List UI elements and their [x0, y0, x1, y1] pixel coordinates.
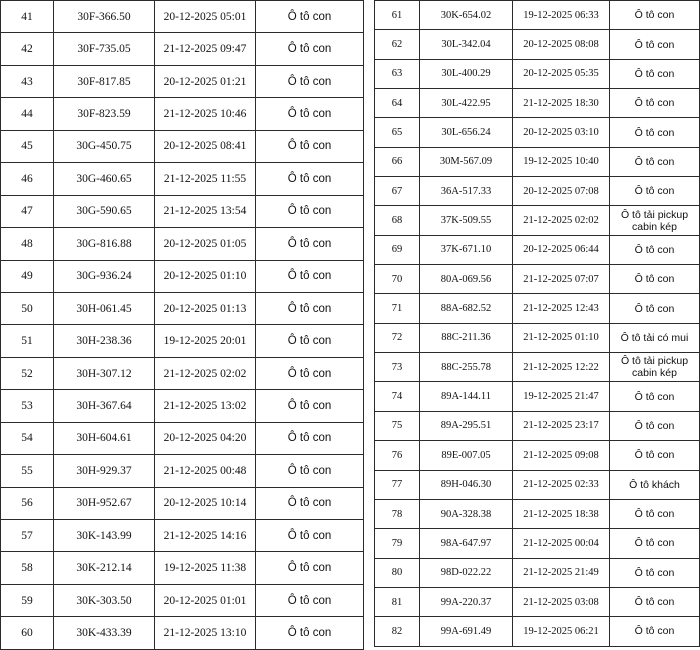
table-row	[375, 470, 700, 499]
row-number-cell: 80	[375, 558, 420, 587]
right-table-body	[375, 1, 700, 647]
violation-time-cell: 20-12-2025 08:41	[155, 130, 256, 162]
vehicle-type-cell: Ô tô con	[610, 265, 700, 294]
plate-number-cell: 30H-929.37	[54, 455, 155, 487]
vehicle-type-cell: Ô tô con	[256, 33, 364, 65]
plate-number-cell: 98A-647.97	[420, 529, 513, 558]
plate-number-cell: 30L-656.24	[420, 118, 513, 147]
row-number-cell: 71	[375, 294, 420, 323]
plate-number-cell: 80A-069.56	[420, 265, 513, 294]
vehicle-type-cell: Ô tô con	[256, 390, 364, 422]
table-row	[375, 177, 700, 206]
vehicle-type-cell: Ô tô con	[256, 228, 364, 260]
table-row	[375, 89, 700, 118]
violation-time-cell: 20-12-2025 10:14	[155, 487, 256, 519]
vehicle-type-cell: Ô tô con	[610, 558, 700, 587]
vehicle-type-cell: Ô tô tải có mui	[610, 323, 700, 352]
violation-time-cell: 21-12-2025 23:17	[513, 411, 610, 440]
violation-time-cell: 20-12-2025 05:35	[513, 59, 610, 88]
plate-number-cell: 30H-604.61	[54, 422, 155, 454]
vehicle-type-cell: Ô tô con	[610, 294, 700, 323]
plate-number-cell: 88C-255.78	[420, 353, 513, 382]
plate-number-cell: 89A-144.11	[420, 382, 513, 411]
violation-time-cell: 19-12-2025 21:47	[513, 382, 610, 411]
plate-number-cell: 30F-823.59	[54, 98, 155, 130]
row-number-cell: 62	[375, 30, 420, 59]
vehicle-type-cell: Ô tô con	[610, 30, 700, 59]
table-row	[1, 520, 364, 552]
violation-time-cell: 21-12-2025 18:38	[513, 499, 610, 528]
plate-number-cell: 30K-654.02	[420, 1, 513, 30]
plate-number-cell: 30H-952.67	[54, 487, 155, 519]
row-number-cell: 60	[1, 617, 54, 649]
violation-time-cell: 19-12-2025 11:38	[155, 552, 256, 584]
plate-number-cell: 30G-816.88	[54, 228, 155, 260]
violation-time-cell: 21-12-2025 13:10	[155, 617, 256, 649]
vehicle-type-cell: Ô tô con	[256, 455, 364, 487]
violation-time-cell: 21-12-2025 03:08	[513, 587, 610, 616]
table-row	[375, 206, 700, 235]
violation-time-cell: 20-12-2025 07:08	[513, 177, 610, 206]
violation-time-cell: 20-12-2025 01:10	[155, 260, 256, 292]
vehicle-type-cell: Ô tô con	[256, 552, 364, 584]
row-number-cell: 72	[375, 323, 420, 352]
table-row	[1, 228, 364, 260]
violation-time-cell: 19-12-2025 06:33	[513, 1, 610, 30]
row-number-cell: 66	[375, 147, 420, 176]
table-row	[1, 390, 364, 422]
row-number-cell: 79	[375, 529, 420, 558]
plate-number-cell: 30G-460.65	[54, 163, 155, 195]
table-row	[1, 487, 364, 519]
row-number-cell: 68	[375, 206, 420, 235]
plate-number-cell: 30G-450.75	[54, 130, 155, 162]
table-row	[1, 1, 364, 33]
plate-number-cell: 99A-691.49	[420, 617, 513, 646]
plate-number-cell: 30K-433.39	[54, 617, 155, 649]
vehicle-type-cell: Ô tô con	[610, 411, 700, 440]
table-row	[1, 98, 364, 130]
row-number-cell: 59	[1, 584, 54, 616]
table-row	[375, 353, 700, 382]
vehicle-type-cell: Ô tô con	[256, 422, 364, 454]
table-row	[1, 325, 364, 357]
violation-time-cell: 21-12-2025 14:16	[155, 520, 256, 552]
row-number-cell: 82	[375, 617, 420, 646]
vehicle-type-cell: Ô tô tải pickup cabin kép	[610, 206, 700, 235]
plate-number-cell: 99A-220.37	[420, 587, 513, 616]
table-row	[375, 499, 700, 528]
violation-time-cell: 21-12-2025 01:10	[513, 323, 610, 352]
violation-time-cell: 19-12-2025 06:21	[513, 617, 610, 646]
vehicle-type-cell: Ô tô con	[256, 357, 364, 389]
row-number-cell: 50	[1, 292, 54, 324]
plate-number-cell: 30L-400.29	[420, 59, 513, 88]
violation-time-cell: 21-12-2025 09:47	[155, 33, 256, 65]
violation-time-cell: 20-12-2025 03:10	[513, 118, 610, 147]
vehicle-type-cell: Ô tô con	[256, 584, 364, 616]
violation-time-cell: 20-12-2025 01:21	[155, 65, 256, 97]
plate-number-cell: 30H-238.36	[54, 325, 155, 357]
row-number-cell: 51	[1, 325, 54, 357]
row-number-cell: 58	[1, 552, 54, 584]
vehicle-type-cell: Ô tô con	[610, 89, 700, 118]
table-row	[375, 382, 700, 411]
table-row	[1, 195, 364, 227]
row-number-cell: 45	[1, 130, 54, 162]
violation-time-cell: 21-12-2025 10:46	[155, 98, 256, 130]
table-row	[1, 552, 364, 584]
violation-time-cell: 21-12-2025 12:43	[513, 294, 610, 323]
violation-time-cell: 21-12-2025 12:22	[513, 353, 610, 382]
plate-number-cell: 36A-517.33	[420, 177, 513, 206]
violation-time-cell: 20-12-2025 08:08	[513, 30, 610, 59]
violation-time-cell: 21-12-2025 07:07	[513, 265, 610, 294]
row-number-cell: 70	[375, 265, 420, 294]
violation-time-cell: 20-12-2025 01:13	[155, 292, 256, 324]
vehicle-type-cell: Ô tô con	[610, 587, 700, 616]
row-number-cell: 65	[375, 118, 420, 147]
violation-time-cell: 20-12-2025 01:05	[155, 228, 256, 260]
vehicle-type-cell: Ô tô con	[610, 382, 700, 411]
violation-time-cell: 21-12-2025 02:33	[513, 470, 610, 499]
row-number-cell: 47	[1, 195, 54, 227]
table-row	[375, 587, 700, 616]
table-row	[375, 1, 700, 30]
violation-time-cell: 21-12-2025 13:02	[155, 390, 256, 422]
violations-table-right	[374, 0, 700, 647]
plate-number-cell: 30K-143.99	[54, 520, 155, 552]
violation-time-cell: 20-12-2025 04:20	[155, 422, 256, 454]
plate-number-cell: 88A-682.52	[420, 294, 513, 323]
plate-number-cell: 30K-303.50	[54, 584, 155, 616]
row-number-cell: 43	[1, 65, 54, 97]
violation-time-cell: 20-12-2025 01:01	[155, 584, 256, 616]
vehicle-type-cell: Ô tô con	[610, 59, 700, 88]
table-row	[375, 294, 700, 323]
table-row	[1, 163, 364, 195]
row-number-cell: 46	[1, 163, 54, 195]
plate-number-cell: 30H-061.45	[54, 292, 155, 324]
vehicle-type-cell: Ô tô con	[256, 163, 364, 195]
table-row	[1, 584, 364, 616]
row-number-cell: 78	[375, 499, 420, 528]
row-number-cell: 77	[375, 470, 420, 499]
table-row	[375, 118, 700, 147]
table-row	[1, 455, 364, 487]
plate-number-cell: 37K-509.55	[420, 206, 513, 235]
violation-time-cell: 21-12-2025 21:49	[513, 558, 610, 587]
vehicle-type-cell: Ô tô con	[610, 177, 700, 206]
vehicle-type-cell: Ô tô con	[256, 98, 364, 130]
vehicle-type-cell: Ô tô con	[610, 235, 700, 264]
vehicle-type-cell: Ô tô con	[256, 325, 364, 357]
table-row	[1, 422, 364, 454]
vehicle-type-cell: Ô tô con	[610, 147, 700, 176]
plate-number-cell: 30G-590.65	[54, 195, 155, 227]
table-row	[375, 441, 700, 470]
table-row	[1, 65, 364, 97]
row-number-cell: 48	[1, 228, 54, 260]
table-row	[375, 30, 700, 59]
table-row	[375, 59, 700, 88]
table-row	[1, 357, 364, 389]
vehicle-type-cell: Ô tô con	[256, 487, 364, 519]
plate-number-cell: 89E-007.05	[420, 441, 513, 470]
vehicle-type-cell: Ô tô con	[256, 617, 364, 649]
row-number-cell: 44	[1, 98, 54, 130]
plate-number-cell: 30M-567.09	[420, 147, 513, 176]
plate-number-cell: 90A-328.38	[420, 499, 513, 528]
panel-gap	[364, 0, 374, 642]
vehicle-type-cell: Ô tô con	[610, 118, 700, 147]
row-number-cell: 67	[375, 177, 420, 206]
plate-number-cell: 88C-211.36	[420, 323, 513, 352]
plate-number-cell: 98D-022.22	[420, 558, 513, 587]
vehicle-type-cell: Ô tô tải pickup cabin kép	[610, 353, 700, 382]
table-row	[375, 235, 700, 264]
row-number-cell: 63	[375, 59, 420, 88]
violation-time-cell: 21-12-2025 00:04	[513, 529, 610, 558]
plate-number-cell: 30F-366.50	[54, 1, 155, 33]
row-number-cell: 53	[1, 390, 54, 422]
row-number-cell: 74	[375, 382, 420, 411]
plate-number-cell: 89A-295.51	[420, 411, 513, 440]
row-number-cell: 69	[375, 235, 420, 264]
vehicle-type-cell: Ô tô con	[610, 529, 700, 558]
vehicle-type-cell: Ô tô con	[610, 441, 700, 470]
plate-number-cell: 30L-342.04	[420, 30, 513, 59]
vehicle-type-cell: Ô tô con	[256, 195, 364, 227]
table-row	[375, 265, 700, 294]
row-number-cell: 41	[1, 1, 54, 33]
vehicle-type-cell: Ô tô con	[610, 617, 700, 646]
table-row	[1, 260, 364, 292]
left-table-body	[1, 1, 364, 650]
row-number-cell: 61	[375, 1, 420, 30]
violation-time-cell: 21-12-2025 13:54	[155, 195, 256, 227]
table-row	[375, 323, 700, 352]
vehicle-type-cell: Ô tô con	[256, 1, 364, 33]
table-row	[375, 411, 700, 440]
vehicle-type-cell: Ô tô con	[610, 499, 700, 528]
vehicle-type-cell: Ô tô con	[256, 130, 364, 162]
table-row	[1, 617, 364, 649]
row-number-cell: 75	[375, 411, 420, 440]
violation-time-cell: 21-12-2025 11:55	[155, 163, 256, 195]
table-row	[375, 147, 700, 176]
violation-time-cell: 20-12-2025 05:01	[155, 1, 256, 33]
row-number-cell: 49	[1, 260, 54, 292]
row-number-cell: 55	[1, 455, 54, 487]
violation-time-cell: 21-12-2025 02:02	[155, 357, 256, 389]
table-row	[375, 558, 700, 587]
plate-number-cell: 30K-212.14	[54, 552, 155, 584]
row-number-cell: 57	[1, 520, 54, 552]
row-number-cell: 56	[1, 487, 54, 519]
row-number-cell: 52	[1, 357, 54, 389]
plate-number-cell: 30L-422.95	[420, 89, 513, 118]
row-number-cell: 54	[1, 422, 54, 454]
vehicle-type-cell: Ô tô con	[256, 520, 364, 552]
plate-number-cell: 30H-307.12	[54, 357, 155, 389]
violation-time-cell: 21-12-2025 02:02	[513, 206, 610, 235]
violation-time-cell: 21-12-2025 09:08	[513, 441, 610, 470]
violation-time-cell: 21-12-2025 00:48	[155, 455, 256, 487]
plate-number-cell: 89H-046.30	[420, 470, 513, 499]
violation-time-cell: 21-12-2025 18:30	[513, 89, 610, 118]
vehicle-type-cell: Ô tô khách	[610, 470, 700, 499]
row-number-cell: 73	[375, 353, 420, 382]
vehicle-type-cell: Ô tô con	[256, 292, 364, 324]
violation-time-cell: 20-12-2025 06:44	[513, 235, 610, 264]
plate-number-cell: 30G-936.24	[54, 260, 155, 292]
vehicle-type-cell: Ô tô con	[256, 65, 364, 97]
table-row	[375, 529, 700, 558]
violation-time-cell: 19-12-2025 10:40	[513, 147, 610, 176]
plate-number-cell: 37K-671.10	[420, 235, 513, 264]
row-number-cell: 64	[375, 89, 420, 118]
row-number-cell: 76	[375, 441, 420, 470]
vehicle-type-cell: Ô tô con	[610, 1, 700, 30]
row-number-cell: 81	[375, 587, 420, 616]
right-table-panel	[374, 0, 700, 642]
table-row	[1, 292, 364, 324]
plate-number-cell: 30H-367.64	[54, 390, 155, 422]
row-number-cell: 42	[1, 33, 54, 65]
violation-time-cell: 19-12-2025 20:01	[155, 325, 256, 357]
vehicle-type-cell: Ô tô con	[256, 260, 364, 292]
plate-number-cell: 30F-817.85	[54, 65, 155, 97]
table-row	[1, 130, 364, 162]
table-row	[1, 33, 364, 65]
plate-number-cell: 30F-735.05	[54, 33, 155, 65]
